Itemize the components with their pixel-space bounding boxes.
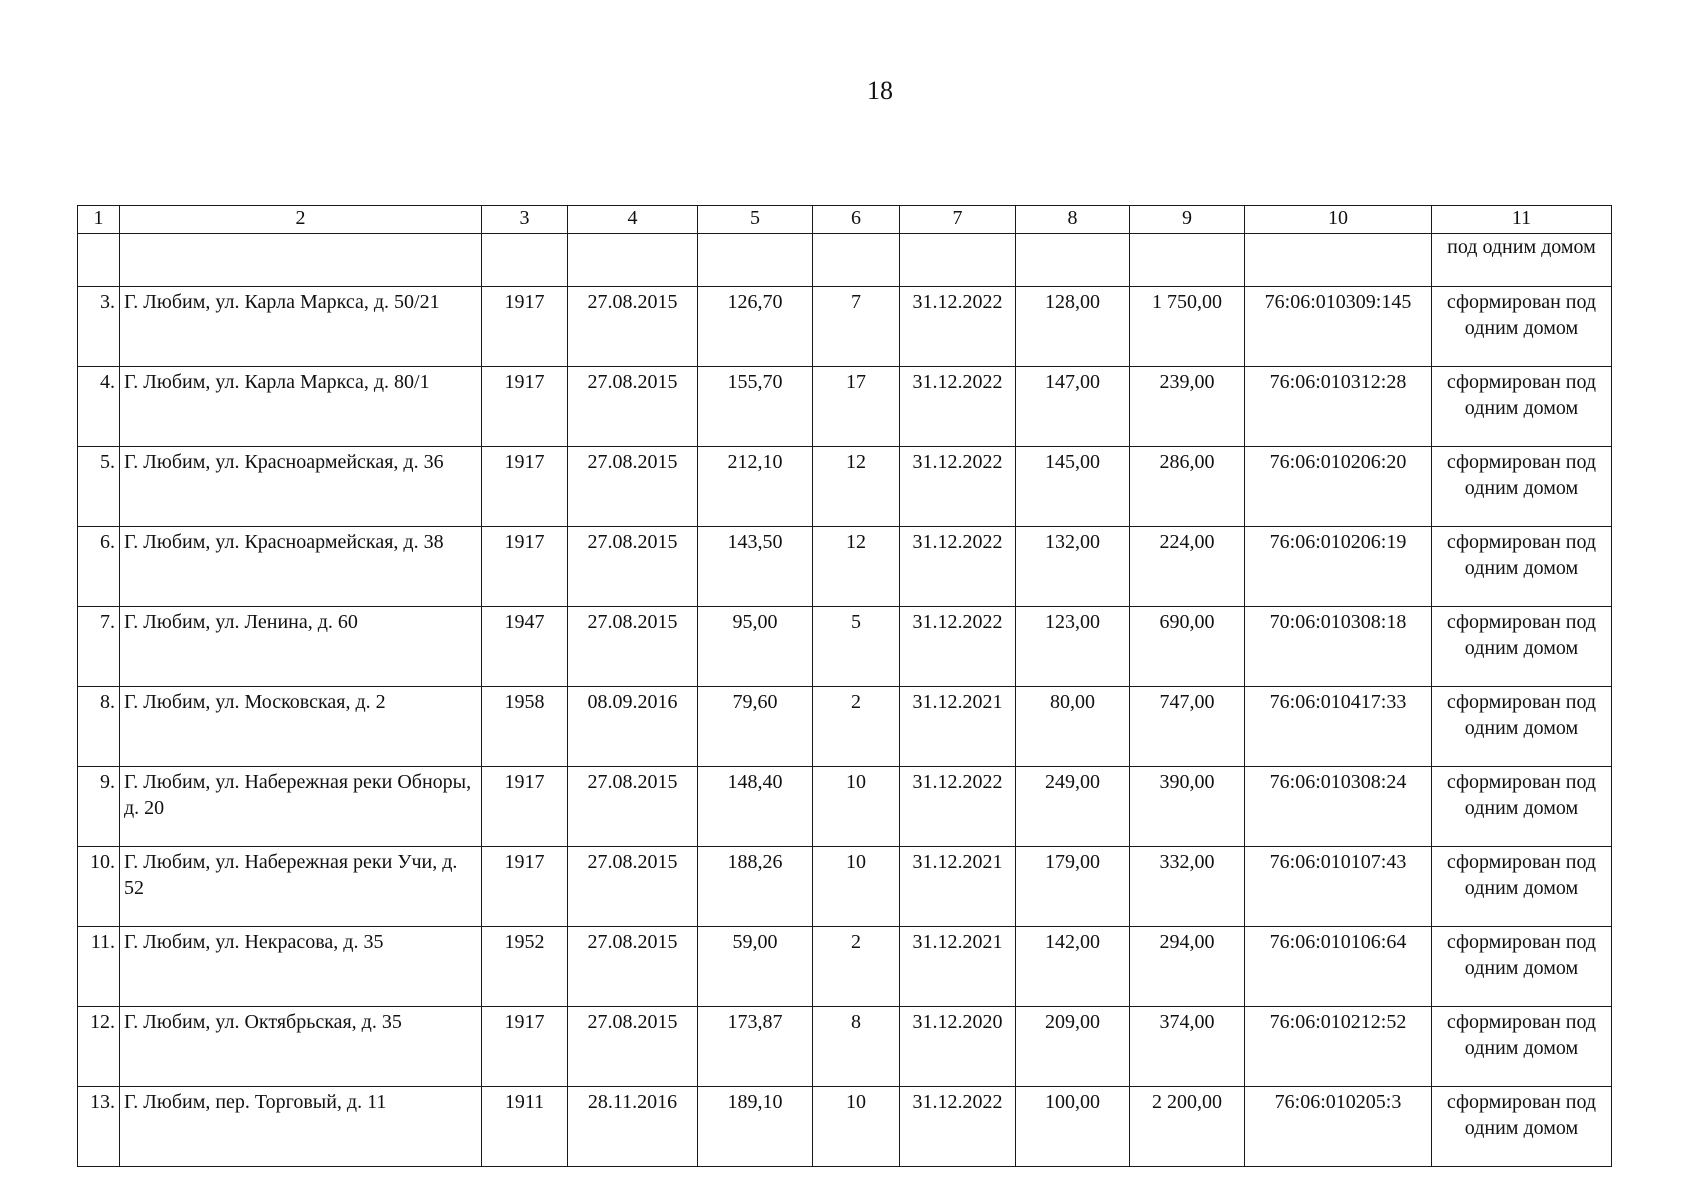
row-number-cell: 5. — [78, 447, 120, 527]
column-header: 9 — [1130, 206, 1245, 234]
row-number-cell: 8. — [78, 687, 120, 767]
year-cell: 1917 — [482, 847, 568, 927]
address-cell: Г. Любим, ул. Карла Маркса, д. 80/1 — [120, 367, 482, 447]
status-cell: сформирован под одним домом — [1432, 1007, 1612, 1087]
value-cell: 747,00 — [1130, 687, 1245, 767]
area-cell: 173,87 — [698, 1007, 813, 1087]
table-row — [78, 1007, 1612, 1087]
table-cell — [698, 234, 813, 287]
residents-cell: 12 — [813, 527, 900, 607]
value-cell: 100,00 — [1016, 1087, 1130, 1167]
table-header — [78, 206, 1612, 234]
residents-cell: 5 — [813, 607, 900, 687]
year-cell: 1958 — [482, 687, 568, 767]
value-cell: 390,00 — [1130, 767, 1245, 847]
date-cell: 27.08.2015 — [568, 847, 698, 927]
status-cell: сформирован под одним домом — [1432, 1087, 1612, 1167]
residents-cell: 2 — [813, 687, 900, 767]
date-cell: 27.08.2015 — [568, 927, 698, 1007]
cadastral-number-cell: 76:06:010206:20 — [1245, 447, 1432, 527]
table-row — [78, 607, 1612, 687]
table-cell — [1130, 234, 1245, 287]
year-cell: 1917 — [482, 767, 568, 847]
residents-cell: 8 — [813, 1007, 900, 1087]
cadastral-number-cell: 76:06:010205:3 — [1245, 1087, 1432, 1167]
table-body — [78, 234, 1612, 1167]
cadastral-number-cell: 70:06:010308:18 — [1245, 607, 1432, 687]
table-cell — [120, 234, 482, 287]
value-cell: 690,00 — [1130, 607, 1245, 687]
residents-cell: 17 — [813, 367, 900, 447]
value-cell: 332,00 — [1130, 847, 1245, 927]
status-cell: сформирован под одним домом — [1432, 847, 1612, 927]
date-cell: 27.08.2015 — [568, 607, 698, 687]
cadastral-number-cell: 76:06:010107:43 — [1245, 847, 1432, 927]
cadastral-number-cell: 76:06:010206:19 — [1245, 527, 1432, 607]
residents-cell: 10 — [813, 1087, 900, 1167]
table-cell — [1245, 234, 1432, 287]
residents-cell: 12 — [813, 447, 900, 527]
year-cell: 1911 — [482, 1087, 568, 1167]
area-cell: 189,10 — [698, 1087, 813, 1167]
year-cell: 1917 — [482, 367, 568, 447]
status-cell: сформирован под одним домом — [1432, 287, 1612, 367]
area-cell: 212,10 — [698, 447, 813, 527]
row-number-cell: 11. — [78, 927, 120, 1007]
residents-cell: 10 — [813, 767, 900, 847]
value-cell: 179,00 — [1016, 847, 1130, 927]
year-cell: 1917 — [482, 287, 568, 367]
area-cell: 148,40 — [698, 767, 813, 847]
value-cell: 2 200,00 — [1130, 1087, 1245, 1167]
address-cell: Г. Любим, ул. Октябрьская, д. 35 — [120, 1007, 482, 1087]
deadline-cell: 31.12.2021 — [900, 847, 1016, 927]
column-header: 10 — [1245, 206, 1432, 234]
status-cell: сформирован под одним домом — [1432, 607, 1612, 687]
area-cell: 59,00 — [698, 927, 813, 1007]
date-cell: 27.08.2015 — [568, 767, 698, 847]
status-cell: сформирован под одним домом — [1432, 367, 1612, 447]
value-cell: 147,00 — [1016, 367, 1130, 447]
date-cell: 27.08.2015 — [568, 447, 698, 527]
address-cell: Г. Любим, ул. Карла Маркса, д. 50/21 — [120, 287, 482, 367]
row-number-cell: 6. — [78, 527, 120, 607]
deadline-cell: 31.12.2021 — [900, 687, 1016, 767]
deadline-cell: 31.12.2022 — [900, 1087, 1016, 1167]
column-header: 11 — [1432, 206, 1612, 234]
area-cell: 126,70 — [698, 287, 813, 367]
deadline-cell: 31.12.2022 — [900, 287, 1016, 367]
value-cell: 374,00 — [1130, 1007, 1245, 1087]
housing-registry-table — [77, 205, 1612, 1167]
column-header: 6 — [813, 206, 900, 234]
value-cell: 142,00 — [1016, 927, 1130, 1007]
value-cell: 123,00 — [1016, 607, 1130, 687]
table-cell — [900, 234, 1016, 287]
value-cell: 249,00 — [1016, 767, 1130, 847]
value-cell: 145,00 — [1016, 447, 1130, 527]
year-cell: 1952 — [482, 927, 568, 1007]
address-cell: Г. Любим, ул. Некрасова, д. 35 — [120, 927, 482, 1007]
value-cell: 1 750,00 — [1130, 287, 1245, 367]
row-number-cell: 13. — [78, 1087, 120, 1167]
table-row — [78, 767, 1612, 847]
address-cell: Г. Любим, ул. Московская, д. 2 — [120, 687, 482, 767]
row-number-cell: 4. — [78, 367, 120, 447]
area-cell: 79,60 — [698, 687, 813, 767]
residents-cell: 7 — [813, 287, 900, 367]
residents-cell: 2 — [813, 927, 900, 1007]
deadline-cell: 31.12.2022 — [900, 527, 1016, 607]
residents-cell: 10 — [813, 847, 900, 927]
year-cell: 1917 — [482, 527, 568, 607]
table-cell — [568, 234, 698, 287]
deadline-cell: 31.12.2020 — [900, 1007, 1016, 1087]
date-cell: 28.11.2016 — [568, 1087, 698, 1167]
area-cell: 155,70 — [698, 367, 813, 447]
value-cell: 209,00 — [1016, 1007, 1130, 1087]
column-header: 8 — [1016, 206, 1130, 234]
address-cell: Г. Любим, ул. Набережная реки Обноры, д. 20 — [120, 767, 482, 847]
deadline-cell: 31.12.2022 — [900, 447, 1016, 527]
status-cell: сформирован под одним домом — [1432, 767, 1612, 847]
row-number-cell: 7. — [78, 607, 120, 687]
address-cell: Г. Любим, ул. Красноармейская, д. 36 — [120, 447, 482, 527]
table-row — [78, 927, 1612, 1007]
status-cell: сформирован под одним домом — [1432, 927, 1612, 1007]
year-cell: 1917 — [482, 447, 568, 527]
address-cell: Г. Любим, ул. Красноармейская, д. 38 — [120, 527, 482, 607]
value-cell: 80,00 — [1016, 687, 1130, 767]
date-cell: 27.08.2015 — [568, 1007, 698, 1087]
column-header: 3 — [482, 206, 568, 234]
value-cell: 286,00 — [1130, 447, 1245, 527]
cadastral-number-cell: 76:06:010312:28 — [1245, 367, 1432, 447]
row-number-cell: 12. — [78, 1007, 120, 1087]
column-header: 4 — [568, 206, 698, 234]
cadastral-number-cell: 76:06:010309:145 — [1245, 287, 1432, 367]
area-cell: 143,50 — [698, 527, 813, 607]
value-cell: 128,00 — [1016, 287, 1130, 367]
column-header: 2 — [120, 206, 482, 234]
table-cell — [482, 234, 568, 287]
table-row — [78, 1087, 1612, 1167]
address-cell: Г. Любим, ул. Ленина, д. 60 — [120, 607, 482, 687]
value-cell: 239,00 — [1130, 367, 1245, 447]
table-row — [78, 367, 1612, 447]
date-cell: 27.08.2015 — [568, 287, 698, 367]
deadline-cell: 31.12.2022 — [900, 607, 1016, 687]
table-cell — [813, 234, 900, 287]
cadastral-number-cell: 76:06:010417:33 — [1245, 687, 1432, 767]
column-header: 1 — [78, 206, 120, 234]
page-number: 18 — [867, 76, 893, 105]
cadastral-number-cell: 76:06:010308:24 — [1245, 767, 1432, 847]
status-cell: сформирован под одним домом — [1432, 527, 1612, 607]
table-row — [78, 527, 1612, 607]
table-cell — [1016, 234, 1130, 287]
status-cell: под одним домом — [1432, 234, 1612, 287]
table-row — [78, 447, 1612, 527]
status-cell: сформирован под одним домом — [1432, 687, 1612, 767]
row-number-cell: 3. — [78, 287, 120, 367]
table-row — [78, 687, 1612, 767]
value-cell: 224,00 — [1130, 527, 1245, 607]
column-number-row — [78, 206, 1612, 234]
table-cell — [78, 234, 120, 287]
address-cell: Г. Любим, пер. Торговый, д. 11 — [120, 1087, 482, 1167]
deadline-cell: 31.12.2022 — [900, 367, 1016, 447]
deadline-cell: 31.12.2022 — [900, 767, 1016, 847]
table-row — [78, 287, 1612, 367]
value-cell: 132,00 — [1016, 527, 1130, 607]
cadastral-number-cell: 76:06:010106:64 — [1245, 927, 1432, 1007]
area-cell: 95,00 — [698, 607, 813, 687]
column-header: 5 — [698, 206, 813, 234]
date-cell: 27.08.2015 — [568, 367, 698, 447]
address-cell: Г. Любим, ул. Набережная реки Учи, д. 52 — [120, 847, 482, 927]
area-cell: 188,26 — [698, 847, 813, 927]
status-cell: сформирован под одним домом — [1432, 447, 1612, 527]
continuation-row — [78, 234, 1612, 287]
row-number-cell: 9. — [78, 767, 120, 847]
row-number-cell: 10. — [78, 847, 120, 927]
deadline-cell: 31.12.2021 — [900, 927, 1016, 1007]
table-row — [78, 847, 1612, 927]
date-cell: 08.09.2016 — [568, 687, 698, 767]
cadastral-number-cell: 76:06:010212:52 — [1245, 1007, 1432, 1087]
date-cell: 27.08.2015 — [568, 527, 698, 607]
year-cell: 1917 — [482, 1007, 568, 1087]
value-cell: 294,00 — [1130, 927, 1245, 1007]
column-header: 7 — [900, 206, 1016, 234]
year-cell: 1947 — [482, 607, 568, 687]
